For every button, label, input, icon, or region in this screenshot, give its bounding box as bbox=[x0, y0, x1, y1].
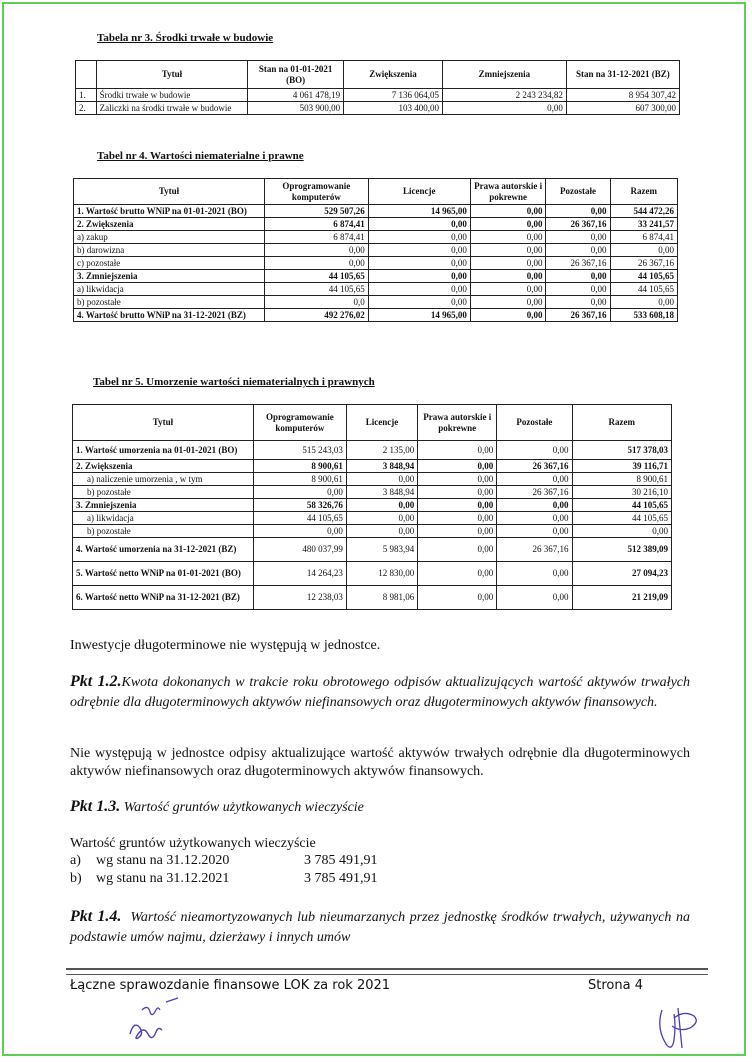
table-cell: 44 105,65 bbox=[610, 270, 678, 283]
table-cell: 0,00 bbox=[497, 512, 572, 525]
pkt14-paragraph bbox=[70, 907, 690, 948]
table-cell: 21 219,09 bbox=[572, 586, 671, 610]
table3-header-num bbox=[76, 61, 97, 89]
table-row bbox=[74, 296, 678, 309]
signature-left bbox=[120, 994, 190, 1046]
pkt14-label: Pkt 1.4. bbox=[70, 908, 122, 925]
table-cell: 8 900,61 bbox=[253, 460, 346, 473]
table-cell: 0,00 bbox=[368, 257, 470, 270]
table-row bbox=[73, 512, 672, 525]
footer-title: Łączne sprawozdanie finansowe LOK za rok 2021 bbox=[70, 978, 391, 993]
table4-header: Oprogramowanie komputerów bbox=[265, 179, 369, 205]
row-label: 6. Wartość netto WNiP na 31-12-2021 (BZ) bbox=[73, 586, 254, 610]
row-label: c) pozostałe bbox=[74, 257, 265, 270]
table-cell: 7 136 064,05 bbox=[344, 89, 443, 102]
table-cell: 0,00 bbox=[546, 270, 610, 283]
table-cell: 0,00 bbox=[546, 296, 610, 309]
table-cell: 0,00 bbox=[442, 102, 566, 115]
pkt13-text: Wartość gruntów użytkowanych wieczyście bbox=[123, 800, 364, 815]
table-cell: 0,00 bbox=[253, 486, 346, 499]
table-cell: 44 105,65 bbox=[610, 283, 678, 296]
land-row-label: wg stanu na 31.12.2021 bbox=[96, 871, 230, 886]
table-cell: 0,00 bbox=[610, 296, 678, 309]
table-cell: 2 135,00 bbox=[346, 441, 417, 460]
table-cell: 27 094,23 bbox=[572, 562, 671, 586]
land-heading: Wartość gruntów użytkowanych wieczyście bbox=[70, 836, 316, 851]
signature-right bbox=[648, 1000, 708, 1056]
row-label: a) likwidacja bbox=[74, 283, 265, 296]
pkt12-paragraph bbox=[70, 672, 690, 713]
table3 bbox=[75, 60, 680, 115]
table3-header: Tytuł bbox=[96, 61, 248, 89]
table-cell: 12 238,03 bbox=[253, 586, 346, 610]
pkt13-paragraph bbox=[70, 798, 364, 817]
table-cell: 0,00 bbox=[368, 283, 470, 296]
table4-header: Licencje bbox=[368, 179, 470, 205]
table3-header: Zmniejszenia bbox=[442, 61, 566, 89]
table-cell: 0,00 bbox=[418, 586, 497, 610]
pkt12-text: Kwota dokonanych w trakcie roku obrotowego odpisów aktualizujących wartość aktywów trwałych odrębnie dla długoterminowych aktywów niefinansowych oraz długoterminowych aktywów finansowych. bbox=[70, 675, 691, 710]
table-cell: 0,00 bbox=[418, 538, 497, 562]
table-cell: 0,00 bbox=[470, 257, 546, 270]
table-row bbox=[73, 473, 672, 486]
table4-header: Prawa autorskie i pokrewne bbox=[470, 179, 546, 205]
table-cell: 529 507,26 bbox=[265, 205, 369, 218]
table-cell: 503 900,00 bbox=[248, 102, 344, 115]
table-cell: 44 105,65 bbox=[265, 283, 369, 296]
table-cell: 0,00 bbox=[470, 231, 546, 244]
table-cell: 44 105,65 bbox=[572, 499, 671, 512]
table-cell: 0,0 bbox=[265, 296, 369, 309]
table-cell: 0,00 bbox=[418, 486, 497, 499]
row-label: b) pozostałe bbox=[73, 525, 254, 538]
table3-header: Stan na 31-12-2021 (BZ) bbox=[566, 61, 679, 89]
table-cell: 0,00 bbox=[546, 283, 610, 296]
table-cell: 103 400,00 bbox=[344, 102, 443, 115]
table-cell: 14 264,23 bbox=[253, 562, 346, 586]
table-cell: 0,00 bbox=[346, 525, 417, 538]
table-cell: 0,00 bbox=[368, 218, 470, 231]
table-cell: 0,00 bbox=[497, 441, 572, 460]
table-cell: Zaliczki na środki trwałe w budowie bbox=[96, 102, 248, 115]
land-row-value: 3 785 491,91 bbox=[304, 871, 378, 886]
row-label: b) darowizna bbox=[74, 244, 265, 257]
land-row-value: 3 785 491,91 bbox=[304, 853, 378, 868]
table4-header: Pozostałe bbox=[546, 179, 610, 205]
table4-header: Razem bbox=[610, 179, 678, 205]
table-cell: 492 276,02 bbox=[265, 309, 369, 322]
table-cell: 0,00 bbox=[265, 244, 369, 257]
table-cell: 26 367,16 bbox=[497, 486, 572, 499]
table-cell: 44 105,65 bbox=[572, 512, 671, 525]
table5-header: Tytuł bbox=[73, 405, 254, 441]
table-cell: 6 874,41 bbox=[265, 231, 369, 244]
table4 bbox=[73, 178, 678, 322]
table-row bbox=[76, 89, 680, 102]
table4-title: Tabel nr 4. Wartości niematerialne i prawne bbox=[97, 150, 304, 162]
table-row bbox=[73, 441, 672, 460]
table5-header: Razem bbox=[572, 405, 671, 441]
table-cell: 8 900,61 bbox=[253, 473, 346, 486]
table-cell: 0,00 bbox=[470, 309, 546, 322]
table-cell: 0,00 bbox=[253, 525, 346, 538]
table-cell: 0,00 bbox=[368, 231, 470, 244]
table-cell: 0,00 bbox=[497, 586, 572, 610]
table-row bbox=[74, 257, 678, 270]
row-label: b) pozostałe bbox=[74, 296, 265, 309]
table5-header: Prawa autorskie i pokrewne bbox=[418, 405, 497, 441]
table-cell: 0,00 bbox=[497, 499, 572, 512]
pkt13-label: Pkt 1.3. bbox=[70, 798, 121, 815]
table-cell: 0,00 bbox=[346, 512, 417, 525]
table-cell: 26 367,16 bbox=[610, 257, 678, 270]
table-cell: 0,00 bbox=[418, 460, 497, 473]
table-cell: 58 326,76 bbox=[253, 499, 346, 512]
table-cell: 515 243,03 bbox=[253, 441, 346, 460]
footer-divider bbox=[66, 968, 708, 975]
row-label: 2. Zwiększenia bbox=[74, 218, 265, 231]
table5-header: Licencje bbox=[346, 405, 417, 441]
table-cell: 33 241,57 bbox=[610, 218, 678, 231]
table-cell: 8 900,61 bbox=[572, 473, 671, 486]
row-label: 3. Zmniejszenia bbox=[74, 270, 265, 283]
table-cell: 0,00 bbox=[470, 283, 546, 296]
land-row-letter: a) bbox=[70, 853, 81, 868]
table-cell: 0,00 bbox=[368, 296, 470, 309]
row-label: a) likwidacja bbox=[73, 512, 254, 525]
row-label: 5. Wartość netto WNiP na 01-01-2021 (BO) bbox=[73, 562, 254, 586]
land-row bbox=[70, 870, 470, 888]
page-number: Strona 4 bbox=[588, 978, 643, 993]
table-cell: 26 367,16 bbox=[546, 309, 610, 322]
table-cell: 0,00 bbox=[346, 499, 417, 512]
table-cell: 0,00 bbox=[418, 473, 497, 486]
table-row bbox=[73, 538, 672, 562]
table-row bbox=[73, 525, 672, 538]
pkt12-answer: Nie występują w jednostce odpisy aktualizujące wartość aktywów trwałych odrębnie dla długoterminowych aktywów niefinansowych oraz długoterminowych aktywów finansowych. bbox=[70, 746, 690, 779]
investments-note: Inwestycje długoterminowe nie występują w jednostce. bbox=[70, 638, 381, 653]
pkt14-text: Wartość nieamortyzowanych lub nieumarzanych przez jednostkę środków trwałych, używanych na podstawie umów najmu, dzierżawy i innych umów bbox=[70, 910, 691, 945]
table-cell: 3 848,94 bbox=[346, 460, 417, 473]
table-cell: 0,00 bbox=[470, 218, 546, 231]
table-cell: 6 874,41 bbox=[265, 218, 369, 231]
table-cell: 0,00 bbox=[546, 244, 610, 257]
table-row bbox=[74, 231, 678, 244]
table-cell: 0,00 bbox=[418, 441, 497, 460]
table-row bbox=[74, 309, 678, 322]
table-cell: 26 367,16 bbox=[497, 538, 572, 562]
table-cell: 12 830,00 bbox=[346, 562, 417, 586]
table-cell: 533 608,18 bbox=[610, 309, 678, 322]
table-cell: 0,00 bbox=[346, 473, 417, 486]
table-cell: 44 105,65 bbox=[253, 512, 346, 525]
table-row bbox=[74, 283, 678, 296]
table-cell: 0,00 bbox=[368, 244, 470, 257]
land-row-letter: b) bbox=[70, 871, 82, 886]
table-row bbox=[73, 562, 672, 586]
table4-header: Tytuł bbox=[74, 179, 265, 205]
table-row bbox=[76, 102, 680, 115]
table5 bbox=[72, 404, 672, 610]
table-cell: 517 378,03 bbox=[572, 441, 671, 460]
table-cell: 607 300,00 bbox=[566, 102, 679, 115]
land-row-label: wg stanu na 31.12.2020 bbox=[96, 853, 230, 868]
table-cell: 0,00 bbox=[265, 257, 369, 270]
table5-title: Tabel nr 5. Umorzenie wartości niematerialnych i prawnych bbox=[93, 376, 375, 388]
row-label: a) naliczenie umorzenia , w tym bbox=[73, 473, 254, 486]
table-cell: 26 367,16 bbox=[546, 257, 610, 270]
row-label: 1. Wartość brutto WNiP na 01-01-2021 (BO) bbox=[74, 205, 265, 218]
pkt12-label: Pkt 1.2. bbox=[70, 673, 122, 690]
table-cell: 0,00 bbox=[546, 231, 610, 244]
row-label: 2. Zwiększenia bbox=[73, 460, 254, 473]
table5-header: Pozostałe bbox=[497, 405, 572, 441]
table-cell: 39 116,71 bbox=[572, 460, 671, 473]
table-cell: 6 874,41 bbox=[610, 231, 678, 244]
table-cell: 3 848,94 bbox=[346, 486, 417, 499]
row-label: 4. Wartość umorzenia na 31-12-2021 (BZ) bbox=[73, 538, 254, 562]
row-label: 1. Wartość umorzenia na 01-01-2021 (BO) bbox=[73, 441, 254, 460]
table-cell: 2 243 234,82 bbox=[442, 89, 566, 102]
table-cell: 0,00 bbox=[418, 525, 497, 538]
table-cell: 0,00 bbox=[470, 296, 546, 309]
table-cell: 26 367,16 bbox=[546, 218, 610, 231]
table-row bbox=[74, 218, 678, 231]
table-cell: 0,00 bbox=[368, 270, 470, 283]
table3-title: Tabela nr 3. Środki trwałe w budowie bbox=[97, 32, 274, 44]
table-row bbox=[73, 586, 672, 610]
table-cell: 0,00 bbox=[418, 512, 497, 525]
table-cell: 0,00 bbox=[418, 499, 497, 512]
table-cell: 1. bbox=[76, 89, 97, 102]
table-cell: 2. bbox=[76, 102, 97, 115]
table5-header: Oprogramowanie komputerów bbox=[253, 405, 346, 441]
table-cell: 512 389,09 bbox=[572, 538, 671, 562]
table-cell: 480 037,99 bbox=[253, 538, 346, 562]
table-cell: 0,00 bbox=[497, 562, 572, 586]
table-cell: 0,00 bbox=[572, 525, 671, 538]
table-cell: 0,00 bbox=[470, 244, 546, 257]
table-row bbox=[73, 460, 672, 473]
table3-header: Stan na 01-01-2021 (BO) bbox=[248, 61, 344, 89]
table-cell: 0,00 bbox=[470, 270, 546, 283]
table-cell: 14 965,00 bbox=[368, 205, 470, 218]
table-cell: 0,00 bbox=[497, 473, 572, 486]
table-cell: Środki trwałe w budowie bbox=[96, 89, 248, 102]
table-row bbox=[73, 499, 672, 512]
table-row bbox=[73, 486, 672, 499]
row-label: b) pozostałe bbox=[73, 486, 254, 499]
row-label: 3. Zmniejszenia bbox=[73, 499, 254, 512]
table-cell: 8 954 307,42 bbox=[566, 89, 679, 102]
table-cell: 0,00 bbox=[418, 562, 497, 586]
table-row bbox=[74, 244, 678, 257]
table-cell: 14 965,00 bbox=[368, 309, 470, 322]
table3-header: Zwiększenia bbox=[344, 61, 443, 89]
row-label: 4. Wartość brutto WNiP na 31-12-2021 (BZ) bbox=[74, 309, 265, 322]
table-cell: 0,00 bbox=[497, 525, 572, 538]
table-cell: 26 367,16 bbox=[497, 460, 572, 473]
row-label: a) zakup bbox=[74, 231, 265, 244]
table-cell: 0,00 bbox=[610, 244, 678, 257]
table-cell: 4 061 478,19 bbox=[248, 89, 344, 102]
table-cell: 30 216,10 bbox=[572, 486, 671, 499]
table-row bbox=[74, 205, 678, 218]
table-cell: 544 472,26 bbox=[610, 205, 678, 218]
table-cell: 0,00 bbox=[546, 205, 610, 218]
table-cell: 8 981,06 bbox=[346, 586, 417, 610]
land-row bbox=[70, 852, 470, 870]
table-cell: 0,00 bbox=[470, 205, 546, 218]
table-row bbox=[74, 270, 678, 283]
table-cell: 5 983,94 bbox=[346, 538, 417, 562]
table-cell: 44 105,65 bbox=[265, 270, 369, 283]
